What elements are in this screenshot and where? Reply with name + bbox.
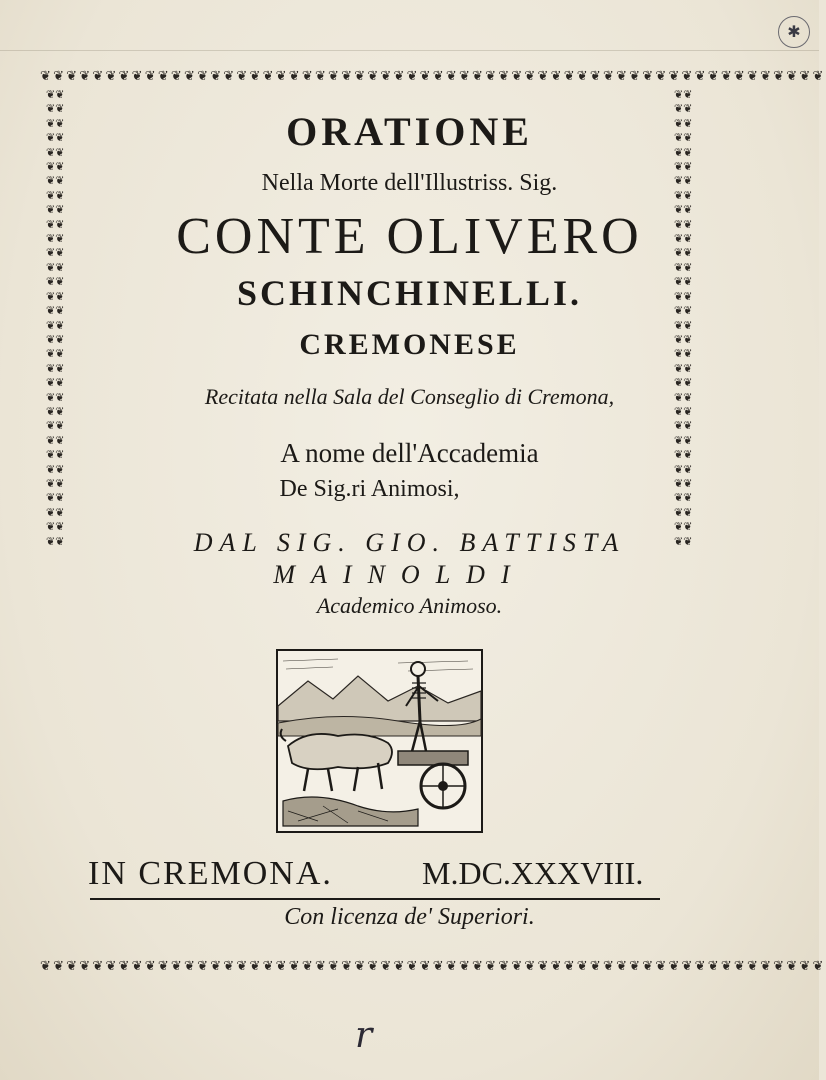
imprint-place: IN CREMONA. <box>88 855 333 892</box>
death-chariot-woodcut-icon <box>276 649 483 833</box>
ornament-border-left: ❦❦❦❦❦❦❦❦❦❦❦❦❦❦❦❦❦❦❦❦❦❦❦❦❦❦❦❦❦❦❦❦❦❦❦❦❦❦❦❦❦❦❦❦❦❦❦❦❦❦❦❦❦❦❦❦❦❦❦❦❦❦❦❦ <box>46 88 65 548</box>
city: CREMONESE <box>299 328 520 361</box>
author-line-3: Academico Animoso. <box>316 593 503 618</box>
author-line-1: DAL SIG. GIO. BATTISTA <box>193 528 626 557</box>
ornament-border-right: ❦❦❦❦❦❦❦❦❦❦❦❦❦❦❦❦❦❦❦❦❦❦❦❦❦❦❦❦❦❦❦❦❦❦❦❦❦❦❦❦❦❦❦❦❦❦❦❦❦❦❦❦❦❦❦❦❦❦❦❦❦❦❦❦ <box>674 88 693 548</box>
imprint-rule <box>90 898 660 900</box>
license-line: Con licenza de' Superiori. <box>284 904 535 930</box>
imprint-year: M.DC.XXXVIII. <box>422 855 644 891</box>
library-stamp-icon: ✱ <box>778 16 810 48</box>
name-line-1: CONTE OLIVERO <box>176 208 643 265</box>
ornament-border-bottom: ❦❦❦❦❦❦❦❦❦❦❦❦❦❦❦❦❦❦❦❦❦❦❦❦❦❦❦❦❦❦❦❦❦❦❦❦❦❦❦❦❦❦❦❦❦❦❦❦❦❦❦❦❦❦❦❦❦❦❦❦ <box>40 959 826 974</box>
title: ORATIONE <box>286 109 533 154</box>
academy-line-1: A nome dell'Accademia <box>280 438 539 468</box>
page-mark: r <box>355 1015 373 1056</box>
recited-line: Recitata nella Sala del Conseglio di Cremona, <box>204 384 615 409</box>
name-line-2: SCHINCHINELLI. <box>236 273 583 313</box>
subtitle: Nella Morte dell'Illustriss. Sig. <box>261 170 558 196</box>
page-fold-line <box>0 50 819 51</box>
academy-line-2: De Sig.ri Animosi, <box>279 476 460 502</box>
author-line-2: MAINOLDI <box>273 560 526 589</box>
ornament-border-top: ❦❦❦❦❦❦❦❦❦❦❦❦❦❦❦❦❦❦❦❦❦❦❦❦❦❦❦❦❦❦❦❦❦❦❦❦❦❦❦❦❦❦❦❦❦❦❦❦❦❦❦❦❦❦❦❦❦❦❦❦ <box>40 69 826 84</box>
